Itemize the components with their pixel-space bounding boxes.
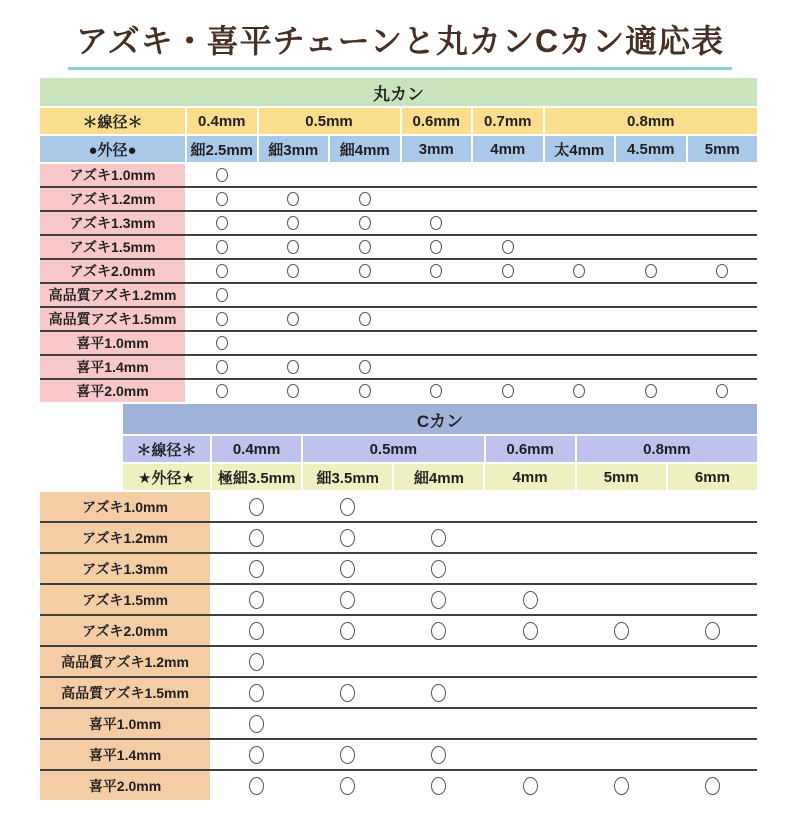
compat-mark-icon xyxy=(431,591,446,609)
mark-cell xyxy=(688,164,758,186)
mark-cell xyxy=(616,284,686,306)
row-label: 高品質アズキ1.2mm xyxy=(40,647,210,676)
compat-mark-icon xyxy=(431,746,446,764)
mark-cell xyxy=(394,678,483,707)
mark-cell xyxy=(616,212,686,234)
wire-size-cell: 0.8mm xyxy=(545,108,758,134)
mark-cell xyxy=(259,332,329,354)
mark-cell xyxy=(545,236,615,258)
outer-size-cell: 細3.5mm xyxy=(303,464,392,490)
wire-diameter-label: ＊線径＊ xyxy=(40,108,185,134)
mark-cell xyxy=(303,616,392,645)
mark-cell xyxy=(473,212,543,234)
compat-mark-icon xyxy=(249,746,264,764)
compat-mark-icon xyxy=(359,384,371,398)
table-title: Cカン xyxy=(123,404,757,434)
mark-cell xyxy=(545,308,615,330)
mark-cell xyxy=(616,332,686,354)
compat-mark-icon xyxy=(216,216,228,230)
mark-cell xyxy=(485,523,574,552)
mark-cell xyxy=(394,709,483,738)
mark-cell xyxy=(303,740,392,769)
mark-cell xyxy=(473,380,543,402)
compat-mark-icon xyxy=(431,684,446,702)
compat-mark-icon xyxy=(716,384,728,398)
compat-mark-icon xyxy=(216,288,228,302)
mark-cell xyxy=(688,212,758,234)
table-row xyxy=(40,769,757,800)
row-label: アズキ1.3mm xyxy=(40,554,210,583)
mark-cell xyxy=(616,260,686,282)
compat-mark-icon xyxy=(340,622,355,640)
mark-cell xyxy=(545,332,615,354)
mark-cell xyxy=(330,212,400,234)
compat-mark-icon xyxy=(502,384,514,398)
table-row xyxy=(40,330,757,354)
mark-cell xyxy=(473,164,543,186)
mark-cell xyxy=(212,709,301,738)
compat-mark-icon xyxy=(359,240,371,254)
compat-mark-icon xyxy=(216,240,228,254)
mark-cell xyxy=(616,356,686,378)
compat-mark-icon xyxy=(359,312,371,326)
compat-mark-icon xyxy=(614,777,629,795)
mark-cell xyxy=(616,236,686,258)
mark-cell xyxy=(187,356,257,378)
wire-diameter-row xyxy=(40,108,757,134)
compat-mark-icon xyxy=(430,216,442,230)
mark-cell xyxy=(485,647,574,676)
table-row xyxy=(40,645,757,676)
compat-mark-icon xyxy=(705,777,720,795)
mark-cell xyxy=(668,585,757,614)
mark-cell xyxy=(402,308,472,330)
outer-size-cell: 4.5mm xyxy=(616,136,686,162)
compat-mark-icon xyxy=(523,591,538,609)
mark-cell xyxy=(212,678,301,707)
mark-cell xyxy=(473,356,543,378)
mark-cell xyxy=(187,332,257,354)
compat-mark-icon xyxy=(249,684,264,702)
mark-cell xyxy=(402,164,472,186)
mark-cell xyxy=(668,709,757,738)
compat-mark-icon xyxy=(431,529,446,547)
mark-cell xyxy=(330,188,400,210)
mark-cell xyxy=(616,188,686,210)
mark-cell xyxy=(473,260,543,282)
compat-mark-icon xyxy=(216,384,228,398)
row-label: 喜平1.4mm xyxy=(40,740,210,769)
row-label: アズキ1.5mm xyxy=(40,236,185,258)
compat-mark-icon xyxy=(431,622,446,640)
mark-cell xyxy=(485,771,574,800)
mark-cell xyxy=(545,356,615,378)
mark-cell xyxy=(402,260,472,282)
row-label: 喜平1.0mm xyxy=(40,709,210,738)
mark-cell xyxy=(668,771,757,800)
row-label: 喜平2.0mm xyxy=(40,771,210,800)
compat-mark-icon xyxy=(249,591,264,609)
mark-cell xyxy=(688,284,758,306)
compat-mark-icon xyxy=(430,240,442,254)
compat-mark-icon xyxy=(216,360,228,374)
mark-cell xyxy=(187,164,257,186)
mark-cell xyxy=(394,492,483,521)
outer-size-cell: 4mm xyxy=(473,136,543,162)
compat-mark-icon xyxy=(705,622,720,640)
compat-mark-icon xyxy=(287,192,299,206)
row-label: 高品質アズキ1.5mm xyxy=(40,308,185,330)
outer-size-cell: 極細3.5mm xyxy=(212,464,301,490)
row-label: 喜平1.4mm xyxy=(40,356,185,378)
compat-mark-icon xyxy=(502,240,514,254)
mark-cell xyxy=(212,740,301,769)
wire-size-cell: 0.6mm xyxy=(486,436,575,462)
mark-cell xyxy=(187,284,257,306)
mark-cell xyxy=(303,709,392,738)
mark-cell xyxy=(688,332,758,354)
compat-mark-icon xyxy=(249,715,264,733)
mark-cell xyxy=(473,284,543,306)
table-body xyxy=(40,164,757,402)
mark-cell xyxy=(577,709,666,738)
mark-cell xyxy=(402,188,472,210)
mark-cell xyxy=(473,188,543,210)
mark-cell xyxy=(187,260,257,282)
compat-mark-icon xyxy=(340,746,355,764)
row-label: 喜平2.0mm xyxy=(40,380,185,402)
mark-cell xyxy=(187,188,257,210)
mark-cell xyxy=(303,523,392,552)
mark-cell xyxy=(212,616,301,645)
mark-cell xyxy=(187,380,257,402)
mark-cell xyxy=(303,647,392,676)
table-row xyxy=(40,378,757,402)
mark-cell xyxy=(616,380,686,402)
compat-mark-icon xyxy=(287,240,299,254)
outer-size-cell: 5mm xyxy=(688,136,758,162)
mark-cell xyxy=(577,492,666,521)
mark-cell xyxy=(303,678,392,707)
outer-size-cell: 3mm xyxy=(402,136,472,162)
table-row xyxy=(40,707,757,738)
mark-cell xyxy=(485,616,574,645)
wire-size-cell: 0.5mm xyxy=(303,436,483,462)
table-title: 丸カン xyxy=(40,78,757,106)
mark-cell xyxy=(545,380,615,402)
outer-size-cell: 5mm xyxy=(577,464,666,490)
mark-cell xyxy=(402,356,472,378)
compat-mark-icon xyxy=(340,591,355,609)
table-row xyxy=(40,738,757,769)
mark-cell xyxy=(688,380,758,402)
mark-cell xyxy=(212,647,301,676)
compat-mark-icon xyxy=(287,312,299,326)
mark-cell xyxy=(187,212,257,234)
table-header xyxy=(123,404,757,490)
mark-cell xyxy=(545,284,615,306)
mark-cell xyxy=(259,356,329,378)
mark-cell xyxy=(668,678,757,707)
mark-cell xyxy=(616,164,686,186)
mark-cell xyxy=(330,332,400,354)
compat-mark-icon xyxy=(430,384,442,398)
compat-mark-icon xyxy=(249,622,264,640)
mark-cell xyxy=(688,236,758,258)
mark-cell xyxy=(577,740,666,769)
mark-cell xyxy=(485,709,574,738)
wire-diameter-label: ＊線径＊ xyxy=(123,436,210,462)
table-row xyxy=(40,583,757,614)
ckan-table xyxy=(40,404,757,800)
mark-cell xyxy=(485,678,574,707)
mark-cell xyxy=(259,164,329,186)
compat-mark-icon xyxy=(249,560,264,578)
mark-cell xyxy=(668,492,757,521)
mark-cell xyxy=(402,284,472,306)
mark-cell xyxy=(330,356,400,378)
mark-cell xyxy=(485,740,574,769)
mark-cell xyxy=(394,616,483,645)
compat-mark-icon xyxy=(523,777,538,795)
mark-cell xyxy=(402,332,472,354)
table-row xyxy=(40,164,757,186)
row-label: アズキ1.2mm xyxy=(40,188,185,210)
mark-cell xyxy=(303,771,392,800)
mark-cell xyxy=(577,585,666,614)
marukan-table xyxy=(40,78,757,402)
compat-mark-icon xyxy=(340,777,355,795)
mark-cell xyxy=(402,380,472,402)
mark-cell xyxy=(187,308,257,330)
mark-cell xyxy=(212,523,301,552)
mark-cell xyxy=(688,356,758,378)
wire-size-cell: 0.8mm xyxy=(577,436,757,462)
compat-mark-icon xyxy=(340,529,355,547)
mark-cell xyxy=(577,771,666,800)
table-header xyxy=(40,78,757,162)
compat-mark-icon xyxy=(614,622,629,640)
mark-cell xyxy=(330,236,400,258)
mark-cell xyxy=(688,308,758,330)
compat-mark-icon xyxy=(216,336,228,350)
row-label: アズキ1.0mm xyxy=(40,492,210,521)
compat-mark-icon xyxy=(359,216,371,230)
mark-cell xyxy=(259,236,329,258)
mark-cell xyxy=(485,554,574,583)
mark-cell xyxy=(330,164,400,186)
mark-cell xyxy=(187,236,257,258)
compat-mark-icon xyxy=(645,264,657,278)
compat-mark-icon xyxy=(573,384,585,398)
compat-mark-icon xyxy=(287,216,299,230)
compat-mark-icon xyxy=(431,560,446,578)
row-label: 喜平1.0mm xyxy=(40,332,185,354)
outer-size-cell: 細4mm xyxy=(330,136,400,162)
row-label: アズキ1.2mm xyxy=(40,523,210,552)
table-row xyxy=(40,186,757,210)
table-row xyxy=(40,282,757,306)
mark-cell xyxy=(212,771,301,800)
outer-size-cell: 太4mm xyxy=(545,136,615,162)
mark-cell xyxy=(330,308,400,330)
row-label: 高品質アズキ1.2mm xyxy=(40,284,185,306)
compat-mark-icon xyxy=(359,192,371,206)
mark-cell xyxy=(259,284,329,306)
table-row xyxy=(40,210,757,234)
wire-size-cell: 0.5mm xyxy=(259,108,400,134)
mark-cell xyxy=(330,260,400,282)
compat-mark-icon xyxy=(249,777,264,795)
mark-cell xyxy=(394,771,483,800)
row-label: アズキ1.3mm xyxy=(40,212,185,234)
mark-cell xyxy=(212,585,301,614)
mark-cell xyxy=(577,678,666,707)
mark-cell xyxy=(473,332,543,354)
mark-cell xyxy=(259,308,329,330)
compat-mark-icon xyxy=(340,560,355,578)
compat-mark-icon xyxy=(716,264,728,278)
row-label: アズキ2.0mm xyxy=(40,616,210,645)
mark-cell xyxy=(330,380,400,402)
mark-cell xyxy=(303,585,392,614)
table-row xyxy=(40,258,757,282)
wire-size-cell: 0.4mm xyxy=(212,436,301,462)
wire-size-cell: 0.4mm xyxy=(187,108,257,134)
mark-cell xyxy=(668,554,757,583)
row-label: アズキ1.5mm xyxy=(40,585,210,614)
compat-mark-icon xyxy=(287,384,299,398)
compat-mark-icon xyxy=(523,622,538,640)
mark-cell xyxy=(577,616,666,645)
compat-mark-icon xyxy=(430,264,442,278)
mark-cell xyxy=(616,308,686,330)
mark-cell xyxy=(577,523,666,552)
wire-diameter-row xyxy=(123,436,757,462)
outer-diameter-row xyxy=(40,136,757,162)
outer-size-cell: 6mm xyxy=(668,464,757,490)
table-row xyxy=(40,552,757,583)
compat-mark-icon xyxy=(249,529,264,547)
mark-cell xyxy=(394,523,483,552)
outer-diameter-label: ★外径★ xyxy=(123,464,210,490)
outer-size-cell: 4mm xyxy=(485,464,574,490)
outer-size-cell: 細2.5mm xyxy=(187,136,257,162)
mark-cell xyxy=(545,164,615,186)
row-label: アズキ1.0mm xyxy=(40,164,185,186)
outer-diameter-label: ●外径● xyxy=(40,136,185,162)
mark-cell xyxy=(394,554,483,583)
mark-cell xyxy=(402,212,472,234)
compat-mark-icon xyxy=(216,168,228,182)
mark-cell xyxy=(394,740,483,769)
compat-mark-icon xyxy=(287,360,299,374)
page-title: アズキ・喜平チェーンと丸カンCカン適応表 xyxy=(68,14,732,70)
outer-diameter-row xyxy=(123,464,757,490)
mark-cell xyxy=(688,188,758,210)
compat-mark-icon xyxy=(249,653,264,671)
compat-mark-icon xyxy=(359,360,371,374)
table-body xyxy=(40,492,757,800)
mark-cell xyxy=(545,188,615,210)
mark-cell xyxy=(485,492,574,521)
mark-cell xyxy=(668,740,757,769)
table-row xyxy=(40,521,757,552)
compat-mark-icon xyxy=(216,264,228,278)
mark-cell xyxy=(668,523,757,552)
mark-cell xyxy=(688,260,758,282)
mark-cell xyxy=(668,616,757,645)
table-row xyxy=(40,354,757,378)
compat-mark-icon xyxy=(431,777,446,795)
mark-cell xyxy=(394,585,483,614)
wire-size-cell: 0.6mm xyxy=(402,108,472,134)
table-row xyxy=(40,676,757,707)
mark-cell xyxy=(303,492,392,521)
mark-cell xyxy=(485,585,574,614)
mark-cell xyxy=(303,554,392,583)
compat-mark-icon xyxy=(249,498,264,516)
mark-cell xyxy=(545,260,615,282)
mark-cell xyxy=(259,212,329,234)
compat-mark-icon xyxy=(645,384,657,398)
mark-cell xyxy=(259,260,329,282)
mark-cell xyxy=(577,554,666,583)
compat-mark-icon xyxy=(573,264,585,278)
title-bar xyxy=(0,14,800,74)
row-label: アズキ2.0mm xyxy=(40,260,185,282)
mark-cell xyxy=(259,188,329,210)
compat-mark-icon xyxy=(502,264,514,278)
row-label: 高品質アズキ1.5mm xyxy=(40,678,210,707)
table-row xyxy=(40,492,757,521)
table-row xyxy=(40,234,757,258)
table-row xyxy=(40,614,757,645)
compat-mark-icon xyxy=(359,264,371,278)
mark-cell xyxy=(259,380,329,402)
mark-cell xyxy=(473,308,543,330)
compat-mark-icon xyxy=(340,684,355,702)
mark-cell xyxy=(668,647,757,676)
mark-cell xyxy=(212,492,301,521)
compat-mark-icon xyxy=(216,192,228,206)
mark-cell xyxy=(577,647,666,676)
compat-mark-icon xyxy=(287,264,299,278)
outer-size-cell: 細3mm xyxy=(259,136,329,162)
mark-cell xyxy=(473,236,543,258)
outer-size-cell: 細4mm xyxy=(394,464,483,490)
mark-cell xyxy=(545,212,615,234)
mark-cell xyxy=(330,284,400,306)
table-row xyxy=(40,306,757,330)
compat-mark-icon xyxy=(340,498,355,516)
wire-size-cell: 0.7mm xyxy=(473,108,543,134)
mark-cell xyxy=(394,647,483,676)
mark-cell xyxy=(402,236,472,258)
compat-mark-icon xyxy=(216,312,228,326)
mark-cell xyxy=(212,554,301,583)
